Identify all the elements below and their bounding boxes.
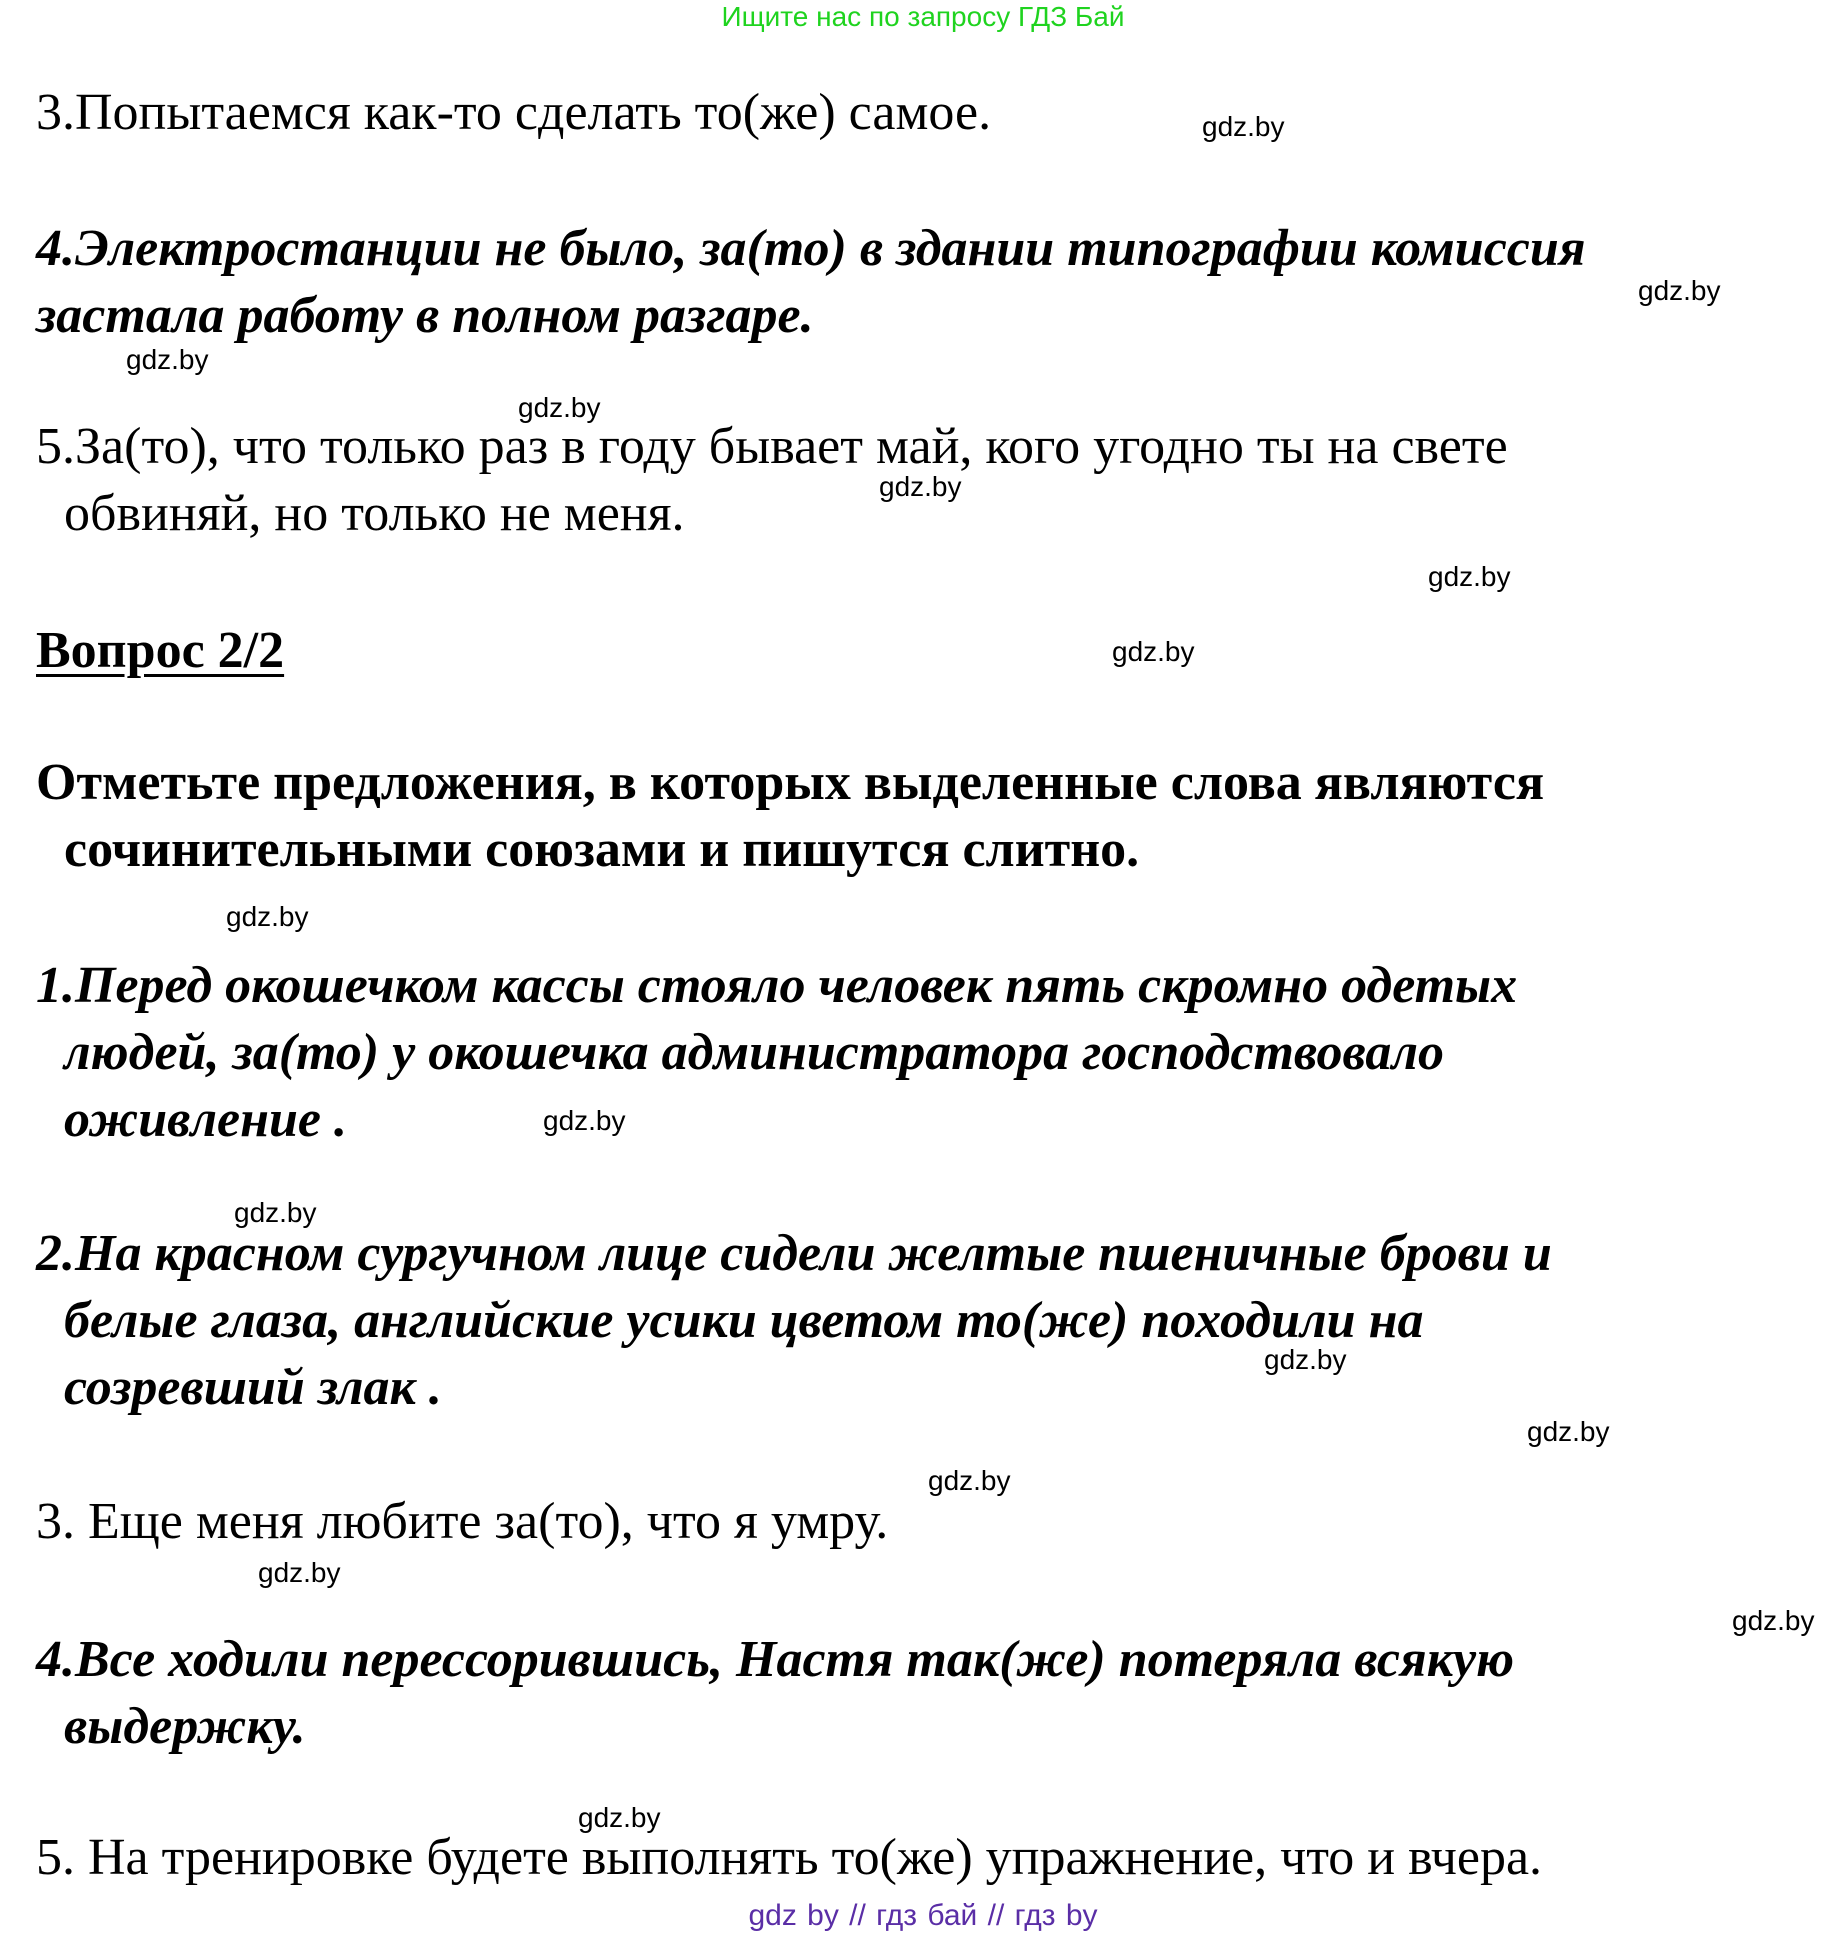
sentence-4-line-2: застала работу в полном разгаре. (36, 287, 814, 344)
sentence-5-line-1: 5.За(то), что только раз в году бывает май, кого угодно ты на свете (36, 418, 1508, 475)
watermark: gdz.by (879, 471, 962, 502)
watermark: gdz.by (543, 1105, 626, 1136)
watermark: gdz.by (518, 392, 601, 423)
watermark: gdz.by (1112, 636, 1195, 667)
sentence-4-line-1: 4.Электростанции не было, за(то) в здании типографии комиссия (36, 220, 1586, 277)
watermark: gdz.by (1264, 1344, 1347, 1375)
footer-links[interactable]: gdz by // гдз бай // гдз by (748, 1899, 1098, 1932)
sentence-5-line-2: обвиняй, но только не меня. (64, 485, 685, 542)
watermark: gdz.by (1732, 1605, 1815, 1636)
answer-1-line-2: людей, за(то) у окошечка администратора господствовало (64, 1024, 1445, 1081)
answer-2-line-3: созревший злак . (64, 1359, 442, 1416)
watermark: gdz.by (1428, 561, 1511, 592)
answer-5: 5. На тренировке будете выполнять то(же) упражнение, что и вчера. (36, 1829, 1543, 1886)
watermark: gdz.by (1202, 111, 1285, 142)
answer-4-line-2: выдержку. (64, 1698, 306, 1755)
watermark: gdz.by (928, 1465, 1011, 1496)
sentence-3: 3.Попытаемся как-то сделать то(же) самое. (36, 84, 992, 141)
answer-2-line-2: белые глаза, английские усики цветом то(же) походили на (64, 1292, 1424, 1349)
search-hint-link[interactable]: Ищите нас по запросу ГДЗ Бай (721, 1, 1125, 32)
watermark: gdz.by (234, 1197, 317, 1228)
task-line-1: Отметьте предложения, в которых выделенные слова являются (36, 754, 1545, 811)
watermark: gdz.by (258, 1557, 341, 1588)
answer-1-line-1: 1.Перед окошечком кассы стояло человек пять скромно одетых (36, 957, 1518, 1014)
answer-3: 3. Еще меня любите за(то), что я умру. (36, 1493, 889, 1550)
watermark: gdz.by (578, 1802, 661, 1833)
question-heading: Вопрос 2/2 (36, 622, 285, 679)
watermark: gdz.by (1527, 1416, 1610, 1447)
answer-2-line-1: 2.На красном сургучном лице сидели желтые пшеничные брови и (36, 1225, 1552, 1282)
watermark: gdz.by (1638, 275, 1721, 306)
answer-4-line-1: 4.Все ходили перессорившись, Настя так(же) потеряла всякую (36, 1631, 1515, 1688)
watermark: gdz.by (126, 344, 209, 375)
answer-1-line-3: оживление . (64, 1091, 348, 1148)
watermark: gdz.by (226, 901, 309, 932)
task-line-2: сочинительными союзами и пишутся слитно. (64, 821, 1140, 878)
